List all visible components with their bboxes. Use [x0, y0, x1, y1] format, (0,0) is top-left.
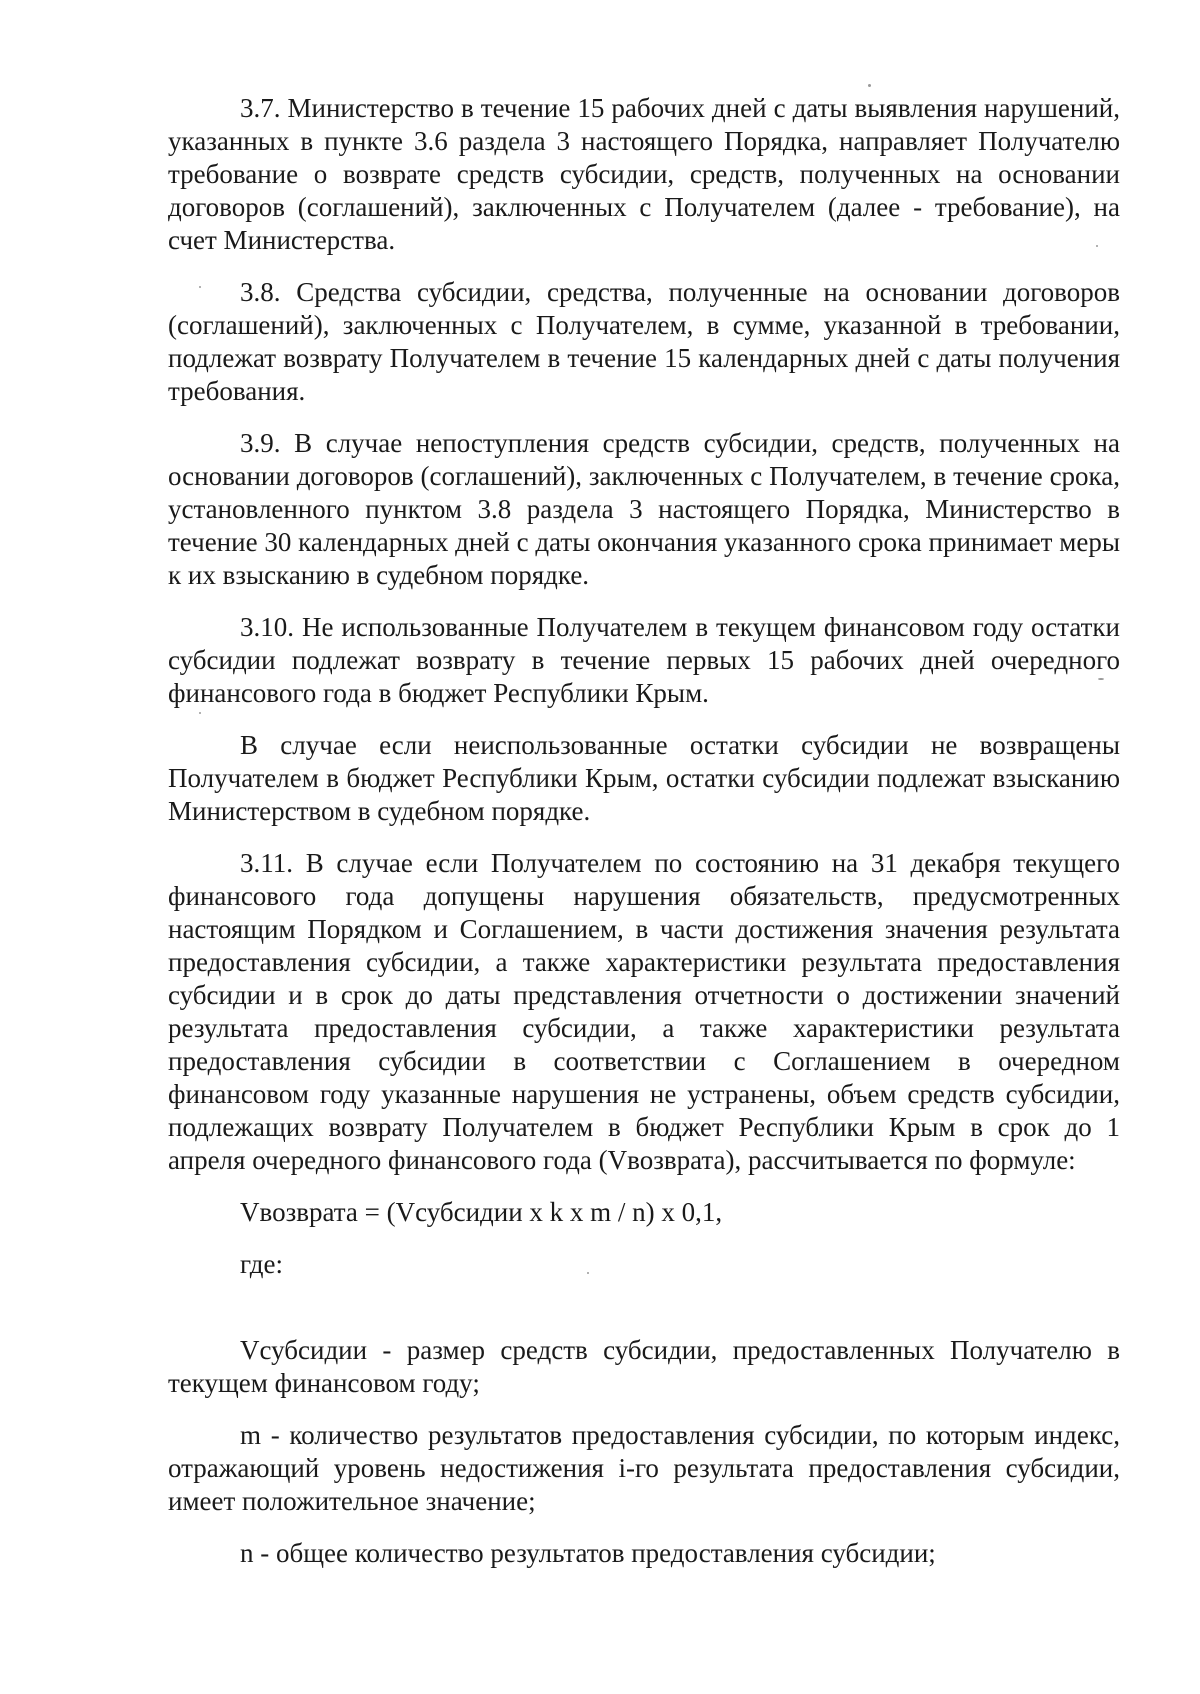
scan-speck — [199, 286, 201, 288]
definition-n: n - общее количество результатов предоставления субсидии; — [240, 1538, 936, 1568]
paragraph-3-11: 3.11. В случае если Получателем по состоянию на 31 декабря текущего финансового года допущены нарушения обязательств, предусмотренных настоящим Порядком и Соглашением, в части достижения значения результата предоставления субсидии, а также характеристики результата предоставления субсидии и в срок до даты представления отчетности о достижении значений результата предоставления субсидии, а также характеристики результата предоставления субсидии в соответствии с Соглашением в очередном финансовом году указанные нарушения не устранены, объем средств субсидии, подлежащих возврату Получателем в бюджет Республики Крым в срок до 1 апреля очередного финансового года (Vвозврата), рассчитывается по формуле: — [168, 848, 1120, 1175]
definition-m: m - количество результатов предоставления субсидии, по которым индекс, отражающий уровень недостижения i-го результата предоставления субсидии, имеет положительное значение; — [168, 1420, 1120, 1516]
scan-speck — [1096, 245, 1098, 247]
refund-formula: Vвозврата = (Vсубсидии x k x m / n) x 0,1, — [240, 1197, 723, 1227]
scan-speck — [868, 84, 871, 87]
scan-speck — [587, 1272, 589, 1274]
scan-speck — [199, 712, 201, 714]
definition-v-subsidy: Vсубсидии - размер средств субсидии, предоставленных Получателю в текущем финансовом году; — [168, 1335, 1120, 1398]
paragraph-3-8: 3.8. Средства субсидии, средства, полученные на основании договоров (соглашений), заключенных с Получателем, в сумме, указанной в требовании, подлежат возврату Получателем в течение 15 календарных дней с даты получения требования. — [168, 277, 1120, 406]
formula-where-label: где: — [240, 1249, 283, 1279]
scan-speck — [1098, 678, 1104, 680]
document-body — [168, 92, 1120, 1589]
paragraph-3-10: 3.10. Не использованные Получателем в текущем финансовом году остатки субсидии подлежат возврату в течение первых 15 рабочих дней очередного финансового года в бюджет Республики Крым. — [168, 612, 1120, 708]
paragraph-unreturned-remainder: В случае если неиспользованные остатки субсидии не возвращены Получателем в бюджет Республики Крым, остатки субсидии подлежат взысканию Министерством в судебном порядке. — [168, 730, 1120, 826]
paragraph-3-7: 3.7. Министерство в течение 15 рабочих дней с даты выявления нарушений, указанных в пункте 3.6 раздела 3 настоящего Порядка, направляет Получателю требование о возврате средств субсидии, средств, полученных на основании договоров (соглашений), заключенных с Получателем (далее - требование), на счет Министерства. — [168, 93, 1120, 255]
paragraph-3-9: 3.9. В случае непоступления средств субсидии, средств, полученных на основании договоров (соглашений), заключенных с Получателем, в течение срока, установленного пунктом 3.8 раздела 3 настоящего Порядка, Министерство в течение 30 календарных дней с даты окончания указанного срока принимает меры к их взысканию в судебном порядке. — [168, 428, 1120, 590]
